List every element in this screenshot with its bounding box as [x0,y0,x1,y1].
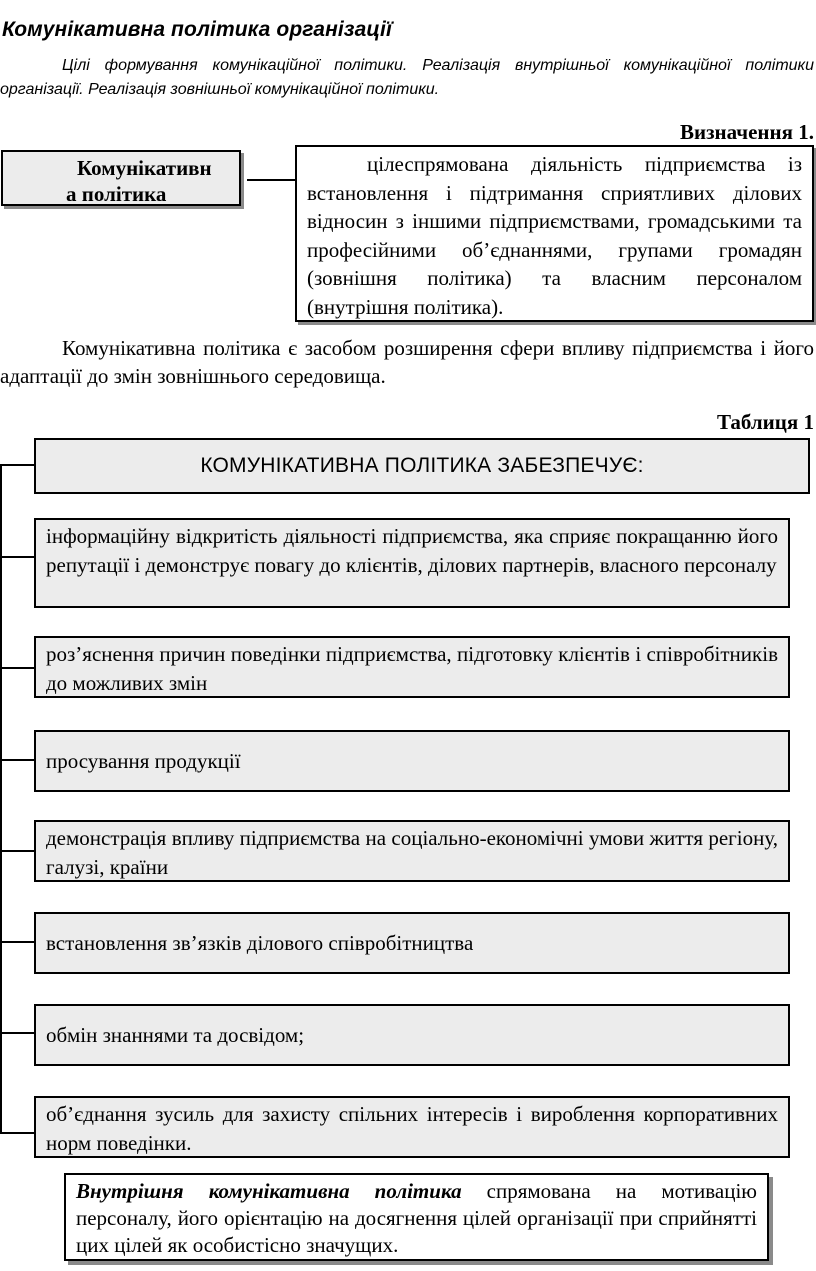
body-paragraph: Комунікативна політика є засобом розширення сфери впливу підприємства і його адаптації до змін зовнішнього середовища. [0,336,814,388]
definition-heading: Визначення 1. [679,120,814,144]
page-title: Комунікативна політика організації [2,18,392,41]
note-text: спрямована на мотивацію персоналу, його орієнтацію на досягнення цілей організації при сприйнятті цих цілей як особистісно значущих. [76,1179,757,1257]
tree-tick [0,850,34,852]
table-item: встановлення зв’язків ділового співробітництва [34,912,790,974]
tree-tick [0,941,34,943]
term-line-2: а політика [66,182,167,206]
term-box [1,150,241,206]
table-item: роз’яснення причин поведінки підприємства, підготовку клієнтів і співробітників до можливих змін [34,636,790,698]
definition-connector [247,179,295,181]
tree-tick [0,556,34,558]
tree-tick [0,1132,34,1134]
note-emphasis: Внутрішня комунікативна політика [76,1179,462,1203]
tree-tick [0,667,34,669]
table-item: обмін знаннями та досвідом; [34,1004,790,1066]
table-item: просування продукції [34,730,790,792]
table-item: об’єднання зусиль для захисту спільних інтересів і вироблення корпоративних норм поведінки. [34,1096,790,1158]
definition-text: цілеспрямована діяльність підприємства із встановлення і підтримання сприятливих ділових відносин з іншими підприємствами, громадськими та професійними об’єднаннями, групами громадян (зовнішня політика) та власним персоналом (внутрішня політика). [295,145,814,322]
tree-tick [0,1032,34,1034]
tree-tick [0,464,34,466]
table-item: інформаційну відкритість діяльності підприємства, яка сприяє покращанню його репутації і демонструє повагу до клієнтів, ділових партнерів, власного персоналу [34,518,790,608]
internal-policy-note [64,1173,769,1261]
intro-text: Цілі формування комунікаційної політики. Реалізація внутрішньої комунікаційної політики організації. Реалізація зовнішньої комунікаційної політики. [0,57,814,98]
term-line-1: Комунікативн [77,156,212,180]
table-item: демонстрація впливу підприємства на соціально-економічні умови життя регіону, галузі, країни [34,820,790,882]
table-header: КОМУНІКАТИВНА ПОЛІТИКА ЗАБЕЗПЕЧУЄ: [34,438,810,494]
table-label: Таблиця 1 [716,410,814,434]
tree-tick [0,759,34,761]
